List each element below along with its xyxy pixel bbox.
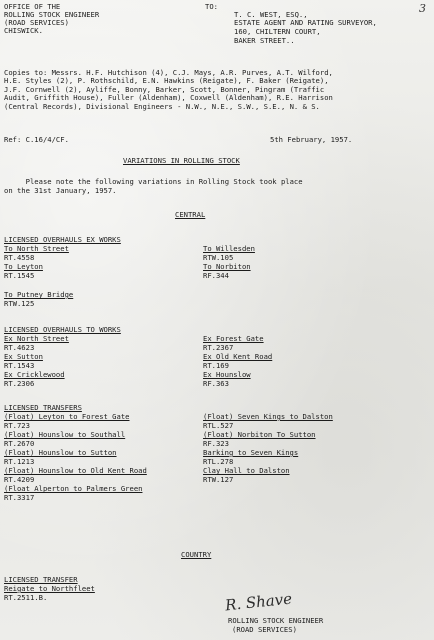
transfers-left-value-1: RT.723 [4,421,30,430]
ex-works-heading: LICENSED OVERHAULS EX WORKS [4,235,121,244]
ex-works-left-value-1: RT.4558 [4,253,35,262]
transfers-right-label-3: Barking to Seven Kings [203,448,299,457]
ex-works-right-label-1: To Willesden [203,244,255,253]
from-line-2: ROLLING STOCK ENGINEER [4,10,100,19]
to-line-4: BAKER STREET.. [234,36,295,45]
transfers-right-value-1: RTL.527 [203,421,234,430]
central-heading: CENTRAL [175,210,206,219]
transfers-left-value-2: RT.2670 [4,439,35,448]
transfers-left-label-2: (Float) Hounslow to Southall [4,430,126,439]
transfers-right-value-3: RTL.278 [203,457,234,466]
country-transfer-label: Reigate to Northfleet [4,584,95,593]
ex-works-left-label-1: To North Street [4,244,69,253]
transfers-left-label-1: (Float) Leyton to Forest Gate [4,412,130,421]
to-works-left-value-3: RT.2306 [4,379,35,388]
to-works-right-value-3: RF.363 [203,379,229,388]
copies-line-5: (Central Records), Divisional Engineers - N.W., N.E., S.W., S.E., N. & S. [4,102,320,111]
to-works-heading: LICENSED OVERHAULS TO WORKS [4,325,121,334]
transfers-heading: LICENSED TRANSFERS [4,403,82,412]
to-works-left-value-1: RT.4623 [4,343,35,352]
country-heading: COUNTRY [181,550,212,559]
copies-line-3: J.F. Cornwell (2), Ayliffe, Bonny, Barker, Scott, Bonner, Pingram (Traffic [4,85,325,94]
reference: Ref: C.16/4/CF. [4,135,69,144]
memo-date: 5th February, 1957. [270,135,353,144]
handwritten-signature: R. Shave [224,589,293,615]
signoff-line-1: ROLLING STOCK ENGINEER [228,616,324,625]
intro-line-1: Please note the following variations in Rolling Stock took place [4,177,303,186]
transfers-left-label-4: (Float) Hounslow to Old Kent Road [4,466,147,475]
transfers-right-label-1: (Float) Seven Kings to Dalston [203,412,333,421]
transfers-left-value-5: RT.3317 [4,493,35,502]
ex-works-left-value-2: RT.1545 [4,271,35,280]
to-works-right-value-1: RT.2367 [203,343,234,352]
to-works-left-label-1: Ex North Street [4,334,69,343]
transfers-right-value-2: RF.323 [203,439,229,448]
ex-works-right-value-1: RTW.105 [203,253,234,262]
copies-line-2: H.E. Styles (2), P. Rothschild, E.N. Hawkins (Reigate), F. Baker (Reigate), [4,76,329,85]
from-line-3: (ROAD SERVICES) [4,18,69,27]
to-line-2: ESTATE AGENT AND RATING SURVEYOR, [234,18,377,27]
to-works-right-label-1: Ex Forest Gate [203,334,264,343]
to-label: TO: [205,2,218,11]
signoff-line-2: (ROAD SERVICES) [232,625,297,634]
transfers-right-value-4: RTW.127 [203,475,234,484]
copies-line-1: Copies to: Messrs. H.F. Hutchison (4), C.J. Mays, A.R. Purves, A.T. Wilford, [4,68,333,77]
to-works-left-value-2: RT.1543 [4,361,35,370]
memo-title: VARIATIONS IN ROLLING STOCK [123,156,240,165]
to-works-left-label-3: Ex Cricklewood [4,370,65,379]
to-works-right-value-2: RT.169 [203,361,229,370]
from-line-4: CHISWICK. [4,26,43,35]
to-works-left-label-2: Ex Sutton [4,352,43,361]
intro-line-2: on the 31st January, 1957. [4,186,117,195]
to-works-right-label-2: Ex Old Kent Road [203,352,273,361]
country-transfer-value: RT.2511.B. [4,593,48,602]
transfers-left-label-5: (Float Alperton to Palmers Green [4,484,143,493]
to-works-right-label-3: Ex Hounslow [203,370,251,379]
to-line-1: T. C. WEST, ESQ., [234,10,308,19]
country-transfer-heading: LICENSED TRANSFER [4,575,78,584]
ex-works-left-label-2: To Leyton [4,262,43,271]
to-line-3: 160, CHILTERN COURT, [234,27,321,36]
ex-works-left-label-3: To Putney Bridge [4,290,74,299]
transfers-left-label-3: (Float) Hounslow to Sutton [4,448,117,457]
page-number: 3 [419,2,426,15]
copies-line-4: Audit, Griffith House), Fuller (Aldenham), Coxwell (Aldenham), R.E. Harrison [4,93,333,102]
ex-works-right-value-2: RF.344 [203,271,229,280]
transfers-right-label-2: (Float) Norbiton To Sutton [203,430,316,439]
ex-works-left-value-3: RTW.125 [4,299,35,308]
transfers-right-label-4: Clay Hall to Dalston [203,466,290,475]
transfers-left-value-4: RT.4209 [4,475,35,484]
from-line-1: OFFICE OF THE [4,2,61,11]
ex-works-right-label-2: To Norbiton [203,262,251,271]
transfers-left-value-3: RT.1213 [4,457,35,466]
